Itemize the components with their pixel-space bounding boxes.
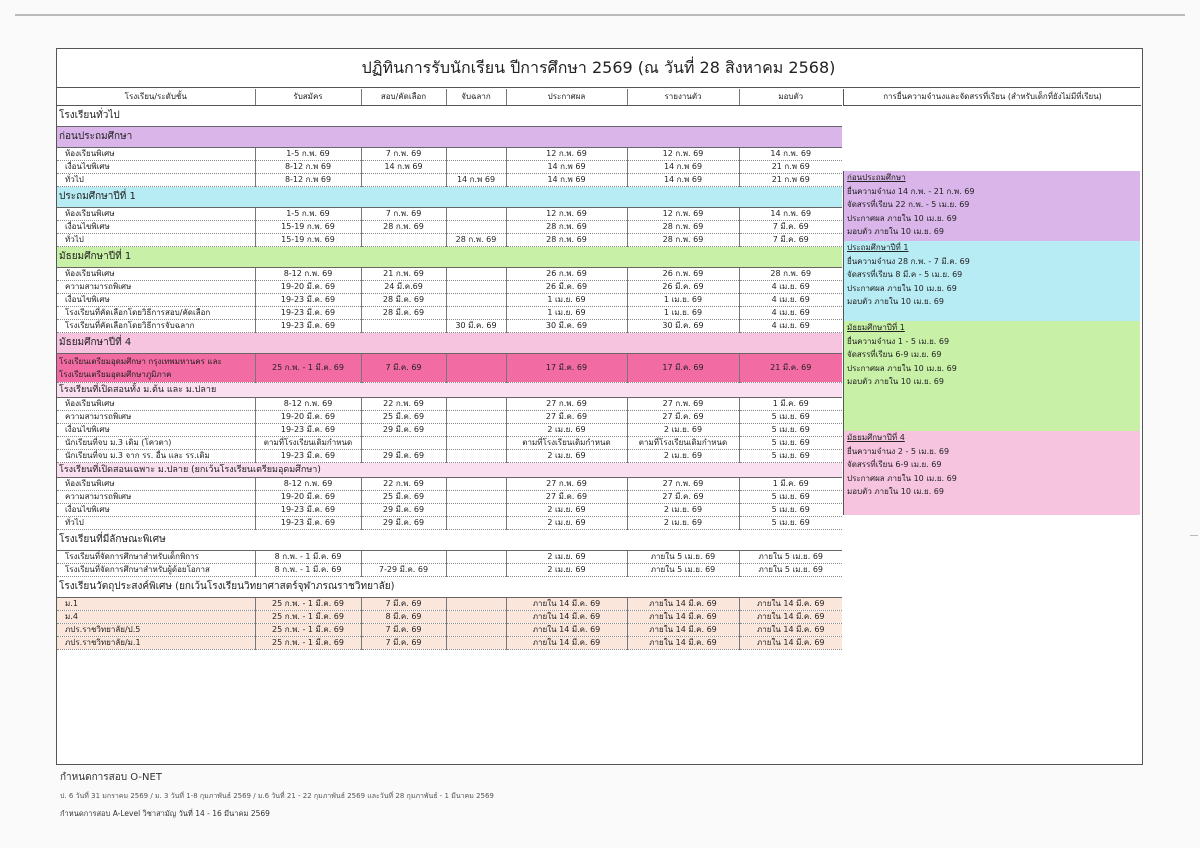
date-cell: 5 เม.ย. 69 — [739, 437, 842, 450]
row-label: เงื่อนไขพิเศษ — [57, 504, 255, 517]
date-cell — [446, 294, 506, 307]
date-cell: 14 ก.พ 69 — [361, 161, 446, 174]
date-cell — [446, 307, 506, 320]
admission-table — [57, 89, 842, 650]
row-label: ทั่วไป — [57, 517, 255, 530]
table-row-triam — [57, 354, 842, 383]
section-label: มัธยมศึกษาปีที่ 1 — [57, 247, 842, 268]
row-label: เงื่อนไขพิเศษ — [57, 294, 255, 307]
allocation-line: ยื่นความจำนง 2 - 5 เม.ย. 69 — [847, 446, 950, 456]
table-row — [57, 320, 842, 333]
date-cell: 27 ก.พ. 69 — [506, 398, 627, 411]
section-label: มัธยมศึกษาปีที่ 4 — [57, 333, 842, 354]
date-cell: 26 มี.ค. 69 — [627, 281, 739, 294]
date-cell: 7 มี.ค. 69 — [361, 598, 446, 611]
table-header-row — [57, 89, 842, 106]
table-row — [57, 598, 842, 611]
table-row — [57, 478, 842, 491]
page-title: ปฏิทินการรับนักเรียน ปีการศึกษา 2569 (ณ วันที่ 28 สิงหาคม 2568) — [57, 49, 1140, 88]
date-cell: 27 ก.พ. 69 — [627, 478, 739, 491]
allocation-line: ยื่นความจำนง 14 ก.พ. - 21 ก.พ. 69 — [847, 186, 975, 196]
date-cell: 28 ก.พ. 69 — [361, 221, 446, 234]
allocation-line: จัดสรรที่เรียน 22 ก.พ. - 5 เม.ย. 69 — [847, 200, 970, 209]
allocation-line: ประกาศผล ภายใน 10 เม.ย. 69 — [847, 213, 957, 223]
row-label-line2: โรงเรียนเตรียมอุดมศึกษาภูมิภาค — [59, 370, 172, 379]
date-cell: 28 ก.พ. 69 — [506, 221, 627, 234]
row-label: นักเรียนที่จบ ม.3 เดิม (โควตา) — [57, 437, 255, 450]
date-cell: 28 ก.พ. 69 — [506, 234, 627, 247]
section-label: โรงเรียนทั่วไป — [57, 106, 842, 127]
date-cell: 2 เม.ย. 69 — [506, 504, 627, 517]
date-cell — [446, 208, 506, 221]
date-cell: 2 เม.ย. 69 — [627, 424, 739, 437]
row-label: ม.1 — [57, 598, 255, 611]
col-lottery: จับฉลาก — [446, 89, 506, 106]
date-cell: ภายใน 14 มี.ค. 69 — [739, 611, 842, 624]
row-label: โรงเรียนที่จัดการศึกษาสำหรับผู้ด้อยโอกาส — [57, 564, 255, 577]
date-cell: 14 ก.พ 69 — [446, 174, 506, 187]
date-cell — [446, 268, 506, 281]
date-cell: 19-23 มี.ค. 69 — [255, 294, 361, 307]
date-cell: 27 มี.ค. 69 — [506, 411, 627, 424]
date-cell: 17 มี.ค. 69 — [627, 354, 739, 383]
date-cell: 8-12 ก.พ 69 — [255, 174, 361, 187]
section-science — [57, 577, 842, 598]
date-cell: 1 เม.ย. 69 — [506, 307, 627, 320]
section-general — [57, 106, 842, 127]
table-row — [57, 551, 842, 564]
date-cell: 29 มี.ค. 69 — [361, 504, 446, 517]
row-label: โรงเรียนที่คัดเลือกโดยวิธีการจับฉลาก — [57, 320, 255, 333]
date-cell: 7 มี.ค. 69 — [361, 637, 446, 650]
date-cell: 1 เม.ย. 69 — [627, 307, 739, 320]
calendar-frame — [56, 48, 1143, 765]
alevel-note: กำหนดการสอบ A-Level วิชาสามัญ วันที่ 14 - 16 มีนาคม 2569 — [60, 809, 270, 818]
date-cell: 7-29 มี.ค. 69 — [361, 564, 446, 577]
date-cell: 14 ก.พ 69 — [506, 174, 627, 187]
allocation-line: ประกาศผล ภายใน 10 เม.ย. 69 — [847, 283, 957, 293]
date-cell: 19-23 มี.ค. 69 — [255, 424, 361, 437]
allocation-line: มอบตัว ภายใน 10 เม.ย. 69 — [847, 227, 944, 236]
date-cell — [361, 437, 446, 450]
date-cell: 19-20 มี.ค. 69 — [255, 491, 361, 504]
date-cell: 8-12 ก.พ. 69 — [255, 268, 361, 281]
date-cell: 15-19 ก.พ. 69 — [255, 234, 361, 247]
date-cell: 22 ก.พ. 69 — [361, 478, 446, 491]
section-m4 — [57, 333, 842, 354]
date-cell: 2 เม.ย. 69 — [627, 450, 739, 463]
date-cell — [361, 320, 446, 333]
date-cell — [446, 504, 506, 517]
date-cell — [361, 234, 446, 247]
date-cell: 15-19 ก.พ. 69 — [255, 221, 361, 234]
date-cell: 2 เม.ย. 69 — [506, 564, 627, 577]
date-cell: ภายใน 5 เม.ย. 69 — [739, 564, 842, 577]
col-report: รายงานตัว — [627, 89, 739, 106]
allocation-line: มอบตัว ภายใน 10 เม.ย. 69 — [847, 377, 944, 386]
date-cell — [361, 551, 446, 564]
date-cell: 29 มี.ค. 69 — [361, 424, 446, 437]
date-cell: ภายใน 14 มี.ค. 69 — [739, 624, 842, 637]
date-cell — [446, 437, 506, 450]
table-row — [57, 411, 842, 424]
section-p1 — [57, 187, 842, 208]
date-cell: ภายใน 14 มี.ค. 69 — [627, 624, 739, 637]
date-cell: 7 มี.ค. 69 — [361, 624, 446, 637]
row-label: ภปร.ราชวิทยาลัย/ม.1 — [57, 637, 255, 650]
table-row — [57, 281, 842, 294]
section-label: โรงเรียนที่เปิดสอนเฉพาะ ม.ปลาย (ยกเว้นโรงเรียนเตรียมอุดมศึกษา) — [57, 463, 842, 478]
table-row — [57, 294, 842, 307]
date-cell: 21 ก.พ. 69 — [361, 268, 446, 281]
date-cell — [446, 354, 506, 383]
date-cell: 8-12 ก.พ. 69 — [255, 398, 361, 411]
date-cell: 14 ก.พ 69 — [506, 161, 627, 174]
allocation-header: การยื่นความจำนงและจัดสรรที่เรียน (สำหรับเด็กที่ยังไม่มีที่เรียน) — [843, 89, 1141, 106]
onet-title: กำหนดการสอบ O-NET — [60, 772, 162, 783]
date-cell: 14 ก.พ. 69 — [739, 208, 842, 221]
date-cell: 14 ก.พ 69 — [627, 174, 739, 187]
row-label: ความสามารถพิเศษ — [57, 281, 255, 294]
date-cell: 8 ก.พ. - 1 มี.ค. 69 — [255, 551, 361, 564]
row-label: ภปร.ราชวิทยาลัย/ป.5 — [57, 624, 255, 637]
section-label: ก่อนประถมศึกษา — [57, 127, 842, 148]
row-label: โรงเรียนที่จัดการศึกษาสำหรับเด็กพิการ — [57, 551, 255, 564]
table-row — [57, 398, 842, 411]
date-cell: 8 มี.ค. 69 — [361, 611, 446, 624]
allocation-heading: ประถมศึกษาปีที่ 1 — [847, 243, 909, 252]
row-label: ทั่วไป — [57, 234, 255, 247]
date-cell: 29 มี.ค. 69 — [361, 517, 446, 530]
date-cell: 30 มี.ค. 69 — [506, 320, 627, 333]
date-cell: ตามที่โรงเรียนเดิมกำหนด — [627, 437, 739, 450]
date-cell: ภายใน 14 มี.ค. 69 — [627, 611, 739, 624]
date-cell: ภายใน 14 มี.ค. 69 — [506, 611, 627, 624]
date-cell — [446, 598, 506, 611]
date-cell: ตามที่โรงเรียนเดิมกำหนด — [255, 437, 361, 450]
section-m4-only — [57, 463, 842, 478]
date-cell: 22 ก.พ. 69 — [361, 398, 446, 411]
table-row — [57, 221, 842, 234]
date-cell: 25 ก.พ. - 1 มี.ค. 69 — [255, 354, 361, 383]
date-cell: 25 ก.พ. - 1 มี.ค. 69 — [255, 637, 361, 650]
date-cell: 26 ก.พ. 69 — [627, 268, 739, 281]
date-cell: 4 เม.ย. 69 — [739, 307, 842, 320]
date-cell: 2 เม.ย. 69 — [627, 517, 739, 530]
date-cell: 7 มี.ค. 69 — [361, 354, 446, 383]
date-cell — [446, 161, 506, 174]
date-cell: 26 ก.พ. 69 — [506, 268, 627, 281]
allocation-heading: มัธยมศึกษาปีที่ 1 — [847, 323, 905, 332]
section-label: โรงเรียนที่มีลักษณะพิเศษ — [57, 530, 842, 551]
date-cell: 25 มี.ค. 69 — [361, 411, 446, 424]
date-cell: 19-23 มี.ค. 69 — [255, 450, 361, 463]
date-cell: 30 มี.ค. 69 — [446, 320, 506, 333]
margin-mark — [1190, 535, 1198, 536]
date-cell: 5 เม.ย. 69 — [739, 450, 842, 463]
date-cell: 12 ก.พ. 69 — [506, 208, 627, 221]
date-cell — [446, 517, 506, 530]
date-cell: 14 ก.พ. 69 — [739, 148, 842, 161]
date-cell: 5 เม.ย. 69 — [739, 411, 842, 424]
col-announce: ประกาศผล — [506, 89, 627, 106]
date-cell: 1 มี.ค. 69 — [739, 398, 842, 411]
row-label: ห้องเรียนพิเศษ — [57, 148, 255, 161]
table-row — [57, 424, 842, 437]
date-cell: 7 ก.พ. 69 — [361, 208, 446, 221]
allocation-line: ยื่นความจำนง 1 - 5 เม.ย. 69 — [847, 336, 950, 346]
table-row — [57, 517, 842, 530]
date-cell: ภายใน 14 มี.ค. 69 — [506, 637, 627, 650]
row-label: เงื่อนไขพิเศษ — [57, 424, 255, 437]
date-cell: 29 มี.ค. 69 — [361, 450, 446, 463]
allocation-m1 — [843, 321, 1140, 431]
onet-detail: ป. 6 วันที่ 31 มกราคม 2569 / ม. 3 วันที่ 1-8 กุมภาพันธ์ 2569 / ม.6 วันที่ 21 - 22 กุมภาพันธ์ 2569 และวันที่ 28 กุมภาพันธ์ - 1 มีนาคม 2569 — [60, 792, 494, 800]
date-cell: 21 ก.พ 69 — [739, 161, 842, 174]
table-row — [57, 624, 842, 637]
row-label: ความสามารถพิเศษ — [57, 491, 255, 504]
allocation-pre — [843, 171, 1140, 241]
date-cell: 19-20 มี.ค. 69 — [255, 281, 361, 294]
date-cell: 14 ก.พ 69 — [627, 161, 739, 174]
date-cell: 19-23 มี.ค. 69 — [255, 307, 361, 320]
date-cell — [361, 174, 446, 187]
table-row — [57, 148, 842, 161]
date-cell: 28 ก.พ. 69 — [627, 234, 739, 247]
allocation-line: จัดสรรที่เรียน 8 มี.ค - 5 เม.ย. 69 — [847, 270, 963, 279]
date-cell — [446, 564, 506, 577]
date-cell: 8-12 ก.พ. 69 — [255, 478, 361, 491]
notes — [60, 770, 494, 820]
row-label: นักเรียนที่จบ ม.3 จาก รร. อื่น และ รร.เดิม — [57, 450, 255, 463]
col-enroll: มอบตัว — [739, 89, 842, 106]
date-cell: 1-5 ก.พ. 69 — [255, 148, 361, 161]
section-pre — [57, 127, 842, 148]
date-cell: 5 เม.ย. 69 — [739, 504, 842, 517]
date-cell: 17 มี.ค. 69 — [506, 354, 627, 383]
date-cell: 2 เม.ย. 69 — [506, 517, 627, 530]
row-label: ห้องเรียนพิเศษ — [57, 268, 255, 281]
date-cell: ภายใน 14 มี.ค. 69 — [506, 624, 627, 637]
table-row — [57, 208, 842, 221]
date-cell: 5 เม.ย. 69 — [739, 491, 842, 504]
table-row — [57, 268, 842, 281]
table-row — [57, 564, 842, 577]
date-cell: ภายใน 14 มี.ค. 69 — [627, 637, 739, 650]
date-cell: 28 มี.ค. 69 — [361, 294, 446, 307]
allocation-m4 — [843, 431, 1140, 515]
allocation-line: ประกาศผล ภายใน 10 เม.ย. 69 — [847, 363, 957, 373]
date-cell — [446, 478, 506, 491]
date-cell: ภายใน 14 มี.ค. 69 — [506, 598, 627, 611]
date-cell — [446, 637, 506, 650]
section-m1 — [57, 247, 842, 268]
date-cell — [446, 551, 506, 564]
date-cell: 4 เม.ย. 69 — [739, 320, 842, 333]
table-row — [57, 437, 842, 450]
date-cell: 28 มี.ค. 69 — [361, 307, 446, 320]
date-cell: ตามที่โรงเรียนเดิมกำหนด — [506, 437, 627, 450]
row-label: โรงเรียนที่คัดเลือกโดยวิธีการสอบ/คัดเลือก — [57, 307, 255, 320]
table-row — [57, 450, 842, 463]
allocation-p1 — [843, 241, 1140, 321]
row-label: ทั่วไป — [57, 174, 255, 187]
date-cell: ภายใน 14 มี.ค. 69 — [739, 637, 842, 650]
date-cell: 2 เม.ย. 69 — [506, 551, 627, 564]
row-label: ห้องเรียนพิเศษ — [57, 398, 255, 411]
date-cell: 8 ก.พ. - 1 มี.ค. 69 — [255, 564, 361, 577]
date-cell: 25 ก.พ. - 1 มี.ค. 69 — [255, 611, 361, 624]
date-cell: 25 ก.พ. - 1 มี.ค. 69 — [255, 598, 361, 611]
date-cell: 28 ก.พ. 69 — [739, 268, 842, 281]
date-cell: 1 มี.ค. 69 — [739, 478, 842, 491]
date-cell — [446, 424, 506, 437]
date-cell: 19-20 มี.ค. 69 — [255, 411, 361, 424]
row-label: เงื่อนไขพิเศษ — [57, 221, 255, 234]
date-cell: ภายใน 5 เม.ย. 69 — [739, 551, 842, 564]
date-cell — [446, 281, 506, 294]
date-cell: 7 มี.ค. 69 — [739, 221, 842, 234]
col-exam: สอบ/คัดเลือก — [361, 89, 446, 106]
date-cell: 4 เม.ย. 69 — [739, 294, 842, 307]
date-cell: 4 เม.ย. 69 — [739, 281, 842, 294]
date-cell: 2 เม.ย. 69 — [506, 450, 627, 463]
date-cell: 27 มี.ค. 69 — [506, 491, 627, 504]
date-cell — [446, 148, 506, 161]
allocation-line: ประกาศผล ภายใน 10 เม.ย. 69 — [847, 473, 957, 483]
table-row — [57, 161, 842, 174]
row-label: เงื่อนไขพิเศษ — [57, 161, 255, 174]
date-cell: 27 ก.พ. 69 — [506, 478, 627, 491]
section-label: โรงเรียนวัตถุประสงค์พิเศษ (ยกเว้นโรงเรียนวิทยาศาสตร์จุฬาภรณราชวิทยาลัย) — [57, 577, 842, 598]
date-cell: 26 มี.ค. 69 — [506, 281, 627, 294]
table-row — [57, 611, 842, 624]
date-cell — [446, 221, 506, 234]
date-cell: 27 มี.ค. 69 — [627, 411, 739, 424]
date-cell: 19-23 มี.ค. 69 — [255, 517, 361, 530]
section-label: ประถมศึกษาปีที่ 1 — [57, 187, 842, 208]
col-apply: รับสมัคร — [255, 89, 361, 106]
allocation-heading: มัธยมศึกษาปีที่ 4 — [847, 433, 905, 442]
allocation-line: จัดสรรที่เรียน 6-9 เม.ย. 69 — [847, 350, 942, 359]
date-cell — [446, 398, 506, 411]
date-cell: 2 เม.ย. 69 — [627, 504, 739, 517]
section-m4-both — [57, 383, 842, 398]
date-cell — [446, 624, 506, 637]
date-cell: 5 เม.ย. 69 — [739, 424, 842, 437]
date-cell: 12 ก.พ. 69 — [627, 208, 739, 221]
row-label: ความสามารถพิเศษ — [57, 411, 255, 424]
date-cell: 8-12 ก.พ 69 — [255, 161, 361, 174]
date-cell: 28 ก.พ. 69 — [627, 221, 739, 234]
allocation-line: มอบตัว ภายใน 10 เม.ย. 69 — [847, 487, 944, 496]
row-label: ม.4 — [57, 611, 255, 624]
table-row — [57, 234, 842, 247]
table-row — [57, 504, 842, 517]
date-cell: 19-23 มี.ค. 69 — [255, 320, 361, 333]
date-cell: ภายใน 14 มี.ค. 69 — [739, 598, 842, 611]
date-cell: 7 มี.ค. 69 — [739, 234, 842, 247]
table-row — [57, 637, 842, 650]
date-cell: 19-23 มี.ค. 69 — [255, 504, 361, 517]
allocation-line: มอบตัว ภายใน 10 เม.ย. 69 — [847, 297, 944, 306]
date-cell: 27 ก.พ. 69 — [627, 398, 739, 411]
date-cell — [446, 450, 506, 463]
date-cell: 27 มี.ค. 69 — [627, 491, 739, 504]
top-rule — [15, 14, 1185, 16]
allocation-line: จัดสรรที่เรียน 6-9 เม.ย. 69 — [847, 460, 942, 469]
date-cell: 7 ก.พ. 69 — [361, 148, 446, 161]
date-cell: 25 มี.ค. 69 — [361, 491, 446, 504]
date-cell: 12 ก.พ. 69 — [506, 148, 627, 161]
row-label-line1: โรงเรียนเตรียมอุดมศึกษา กรุงเทพมหานคร และ — [59, 357, 222, 366]
date-cell: 12 ก.พ. 69 — [627, 148, 739, 161]
table-row — [57, 491, 842, 504]
date-cell: 21 ก.พ 69 — [739, 174, 842, 187]
date-cell: ภายใน 5 เม.ย. 69 — [627, 551, 739, 564]
date-cell: 28 ก.พ. 69 — [446, 234, 506, 247]
date-cell: 24 มี.ค.69 — [361, 281, 446, 294]
date-cell: 2 เม.ย. 69 — [506, 424, 627, 437]
date-cell: ภายใน 14 มี.ค. 69 — [627, 598, 739, 611]
table-row — [57, 174, 842, 187]
date-cell: 21 มี.ค. 69 — [739, 354, 842, 383]
section-special — [57, 530, 842, 551]
date-cell — [446, 411, 506, 424]
row-label: ห้องเรียนพิเศษ — [57, 208, 255, 221]
date-cell: 1 เม.ย. 69 — [627, 294, 739, 307]
section-label: โรงเรียนที่เปิดสอนทั้ง ม.ต้น และ ม.ปลาย — [57, 383, 842, 398]
date-cell: 25 ก.พ. - 1 มี.ค. 69 — [255, 624, 361, 637]
row-label — [57, 354, 255, 383]
allocation-heading: ก่อนประถมศึกษา — [847, 173, 906, 182]
table-row — [57, 307, 842, 320]
allocation-line: ยื่นความจำนง 28 ก.พ. - 7 มี.ค. 69 — [847, 256, 970, 266]
date-cell: ภายใน 5 เม.ย. 69 — [627, 564, 739, 577]
row-label: ห้องเรียนพิเศษ — [57, 478, 255, 491]
date-cell: 5 เม.ย. 69 — [739, 517, 842, 530]
date-cell: 1 เม.ย. 69 — [506, 294, 627, 307]
date-cell: 30 มี.ค. 69 — [627, 320, 739, 333]
col-school: โรงเรียน/ระดับชั้น — [57, 89, 255, 106]
date-cell: 1-5 ก.พ. 69 — [255, 208, 361, 221]
date-cell — [446, 611, 506, 624]
date-cell — [446, 491, 506, 504]
